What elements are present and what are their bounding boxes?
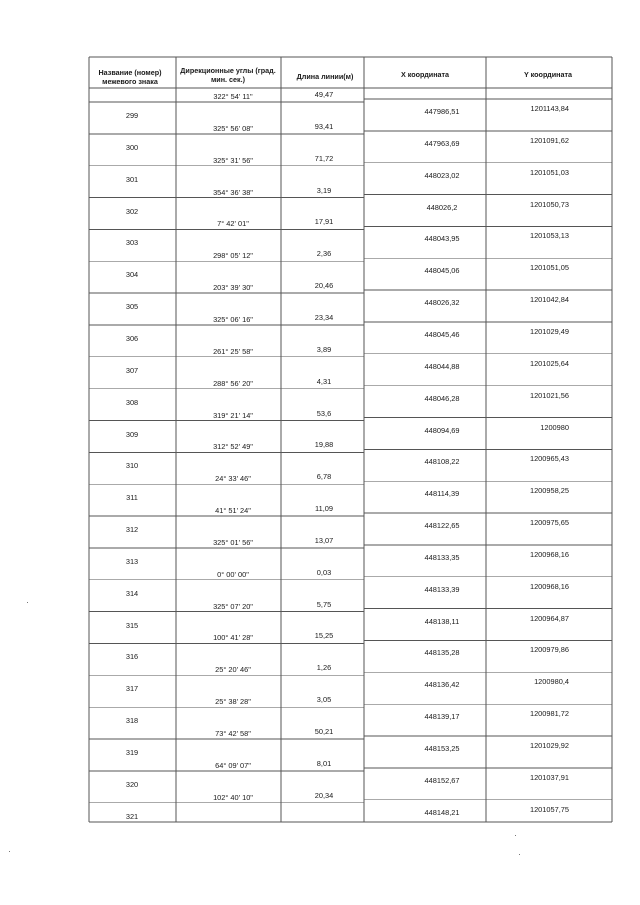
marker-name-cell: 299 [125, 111, 139, 120]
x-coordinate-cell: 448138,11 [424, 616, 460, 626]
marker-name-cell: 317 [125, 684, 139, 694]
line-length-cell: 50,21 [314, 727, 334, 736]
header-direction-angles: Дирекционные углы (град. мин. сек.) [180, 66, 276, 84]
y-coordinate-cell: 1200981,72 [529, 709, 569, 719]
x-coordinate-cell: 448152,67 [424, 775, 460, 785]
direction-angle-cell: 288° 56' 20" [213, 378, 253, 388]
y-coordinate-cell: 1200968,16 [529, 549, 569, 559]
marker-name-cell: 303 [125, 238, 139, 248]
x-coordinate-cell: 448139,17 [424, 712, 460, 722]
direction-angle-cell: 319° 21' 14" [213, 410, 253, 420]
y-coordinate-cell: 1200958,25 [529, 486, 569, 496]
direction-angle-cell: 325° 07' 20" [213, 601, 253, 611]
direction-angle-cell: 325° 06' 16" [213, 314, 253, 324]
line-length-cell: 6,78 [316, 472, 332, 482]
line-length-cell: 8,01 [316, 758, 332, 768]
direction-angle-cell: 0° 00' 00" [217, 569, 249, 579]
x-coordinate-cell: 448045,46 [424, 329, 460, 339]
x-coordinate-cell: 448133,39 [424, 584, 460, 594]
x-coordinate-cell: 448094,69 [424, 425, 460, 435]
direction-angle-cell: 322° 54' 11" [213, 92, 253, 101]
y-coordinate-cell: 1201050,73 [529, 199, 569, 209]
y-coordinate-cell: 1201051,05 [529, 263, 569, 273]
marker-name-cell: 311 [126, 493, 138, 503]
scan-speck [515, 835, 516, 836]
line-length-cell: 93,41 [314, 121, 334, 131]
y-coordinate-cell: 1201057,75 [529, 804, 569, 814]
direction-angle-cell: 25° 20' 46" [215, 665, 251, 675]
line-length-cell: 2,36 [316, 249, 332, 259]
direction-angle-cell: 261° 25' 58" [213, 346, 253, 356]
x-coordinate-cell: 448122,65 [424, 521, 460, 531]
x-coordinate-cell: 448108,22 [424, 457, 460, 467]
line-length-cell: 0,03 [316, 567, 332, 577]
y-coordinate-cell: 1200980,4 [534, 677, 569, 687]
x-coordinate-cell: 448026,32 [424, 298, 460, 308]
x-coordinate-cell: 448043,95 [424, 234, 460, 244]
marker-name-cell: 309 [125, 429, 139, 439]
direction-angle-cell: 24° 33' 46" [215, 474, 251, 484]
line-length-cell: 19,88 [314, 440, 334, 450]
marker-name-cell: 308 [125, 397, 139, 407]
x-coordinate-cell: 447963,69 [424, 138, 460, 148]
scan-speck [9, 851, 10, 852]
y-coordinate-cell: 1201021,56 [529, 390, 569, 400]
line-length-cell: 1,26 [316, 663, 332, 673]
line-length-cell: 5,75 [316, 599, 332, 609]
y-coordinate-cell: 1200980 [540, 422, 569, 432]
direction-angle-cell: 64° 09' 07" [215, 760, 251, 770]
direction-angle-cell: 25° 38' 28" [215, 697, 251, 707]
x-coordinate-cell: 448153,25 [424, 744, 460, 753]
marker-name-cell: 313 [125, 556, 139, 566]
direction-angle-cell: 203° 39' 30" [213, 283, 253, 293]
line-length-cell: 71,72 [314, 153, 334, 163]
x-coordinate-cell: 448023,02 [424, 170, 460, 180]
x-coordinate-cell: 448026,2 [426, 202, 458, 212]
direction-angle-cell: 73° 42' 58" [215, 729, 251, 738]
line-length-cell: 15,25 [314, 631, 334, 641]
y-coordinate-cell: 1200965,43 [529, 454, 569, 464]
scan-speck [27, 602, 28, 603]
direction-angle-cell: 325° 56' 08" [213, 123, 253, 133]
y-coordinate-cell: 1201029,92 [529, 741, 569, 750]
direction-angle-cell: 325° 31' 56" [213, 155, 253, 165]
header-line-length: Длина линии(м) [296, 72, 354, 81]
marker-name-cell: 301 [125, 174, 139, 184]
header-y-coordinate: Y координата [524, 70, 572, 79]
marker-name-cell: 319 [125, 748, 139, 757]
y-coordinate-cell: 1201143,84 [530, 104, 569, 113]
x-coordinate-cell: 447986,51 [424, 107, 460, 116]
marker-name-cell: 316 [125, 652, 139, 662]
line-length-cell: 20,46 [314, 281, 334, 291]
direction-angle-cell: 325° 01' 56" [213, 537, 253, 547]
x-coordinate-cell: 448136,42 [424, 680, 460, 690]
direction-angle-cell: 298° 05' 12" [213, 251, 253, 261]
line-length-cell: 3,05 [316, 695, 332, 705]
marker-name-cell: 307 [125, 365, 139, 375]
marker-name-cell: 320 [125, 779, 139, 789]
marker-name-cell: 314 [125, 588, 139, 598]
y-coordinate-cell: 1201025,64 [529, 358, 569, 368]
y-coordinate-cell: 1200979,86 [529, 645, 569, 655]
line-length-cell: 49,47 [314, 90, 334, 99]
marker-name-cell: 300 [125, 142, 139, 152]
y-coordinate-cell: 1200975,65 [529, 518, 569, 528]
x-coordinate-cell: 448044,88 [424, 361, 460, 371]
marker-name-cell: 306 [125, 333, 139, 343]
marker-name-cell: 315 [125, 620, 139, 630]
x-coordinate-cell: 448114,39 [424, 489, 460, 499]
line-length-cell: 13,07 [314, 535, 334, 545]
direction-angle-cell: 354° 36' 38" [213, 187, 253, 197]
marker-name-cell: 318 [125, 716, 139, 726]
y-coordinate-cell: 1201053,13 [529, 231, 569, 241]
marker-name-cell: 305 [125, 302, 139, 312]
y-coordinate-cell: 1200964,87 [529, 613, 569, 623]
line-length-cell: 23,34 [314, 312, 334, 322]
direction-angle-cell: 312° 52' 49" [213, 442, 253, 452]
marker-name-cell: 310 [125, 461, 139, 471]
direction-angle-cell: 100° 41' 28" [213, 633, 253, 643]
line-length-cell: 3,19 [316, 185, 332, 195]
y-coordinate-cell: 1201029,49 [529, 326, 569, 336]
line-length-cell: 53,6 [316, 408, 332, 418]
direction-angle-cell: 7° 42' 01" [217, 219, 249, 229]
header-x-coordinate: X координата [400, 70, 450, 79]
x-coordinate-cell: 448045,06 [424, 266, 460, 276]
marker-name-cell: 302 [125, 206, 139, 216]
marker-name-cell: 304 [125, 270, 139, 280]
marker-name-cell: 312 [125, 525, 139, 535]
y-coordinate-cell: 1201091,62 [529, 135, 569, 145]
line-length-cell: 17,91 [314, 217, 334, 227]
x-coordinate-cell: 448135,28 [424, 648, 460, 658]
y-coordinate-cell: 1200968,16 [529, 581, 569, 591]
line-length-cell: 20,34 [314, 790, 334, 800]
x-coordinate-cell: 448133,35 [424, 552, 460, 562]
y-coordinate-cell: 1201042,84 [529, 295, 569, 305]
direction-angle-cell: 102° 40' 10" [213, 792, 253, 802]
line-length-cell: 11,09 [315, 504, 333, 514]
marker-name-cell: 321 [125, 811, 139, 821]
line-length-cell: 3,89 [316, 344, 332, 354]
x-coordinate-cell: 448046,28 [424, 393, 460, 403]
y-coordinate-cell: 1201037,91 [529, 772, 569, 782]
x-coordinate-cell: 448148,21 [424, 807, 460, 817]
y-coordinate-cell: 1201051,03 [529, 167, 569, 177]
direction-angle-cell: 41° 51' 24" [215, 506, 251, 516]
header-marker-name: Название (номер) межевого знака [98, 68, 162, 86]
line-length-cell: 4,31 [316, 376, 332, 386]
scan-speck [519, 854, 520, 855]
